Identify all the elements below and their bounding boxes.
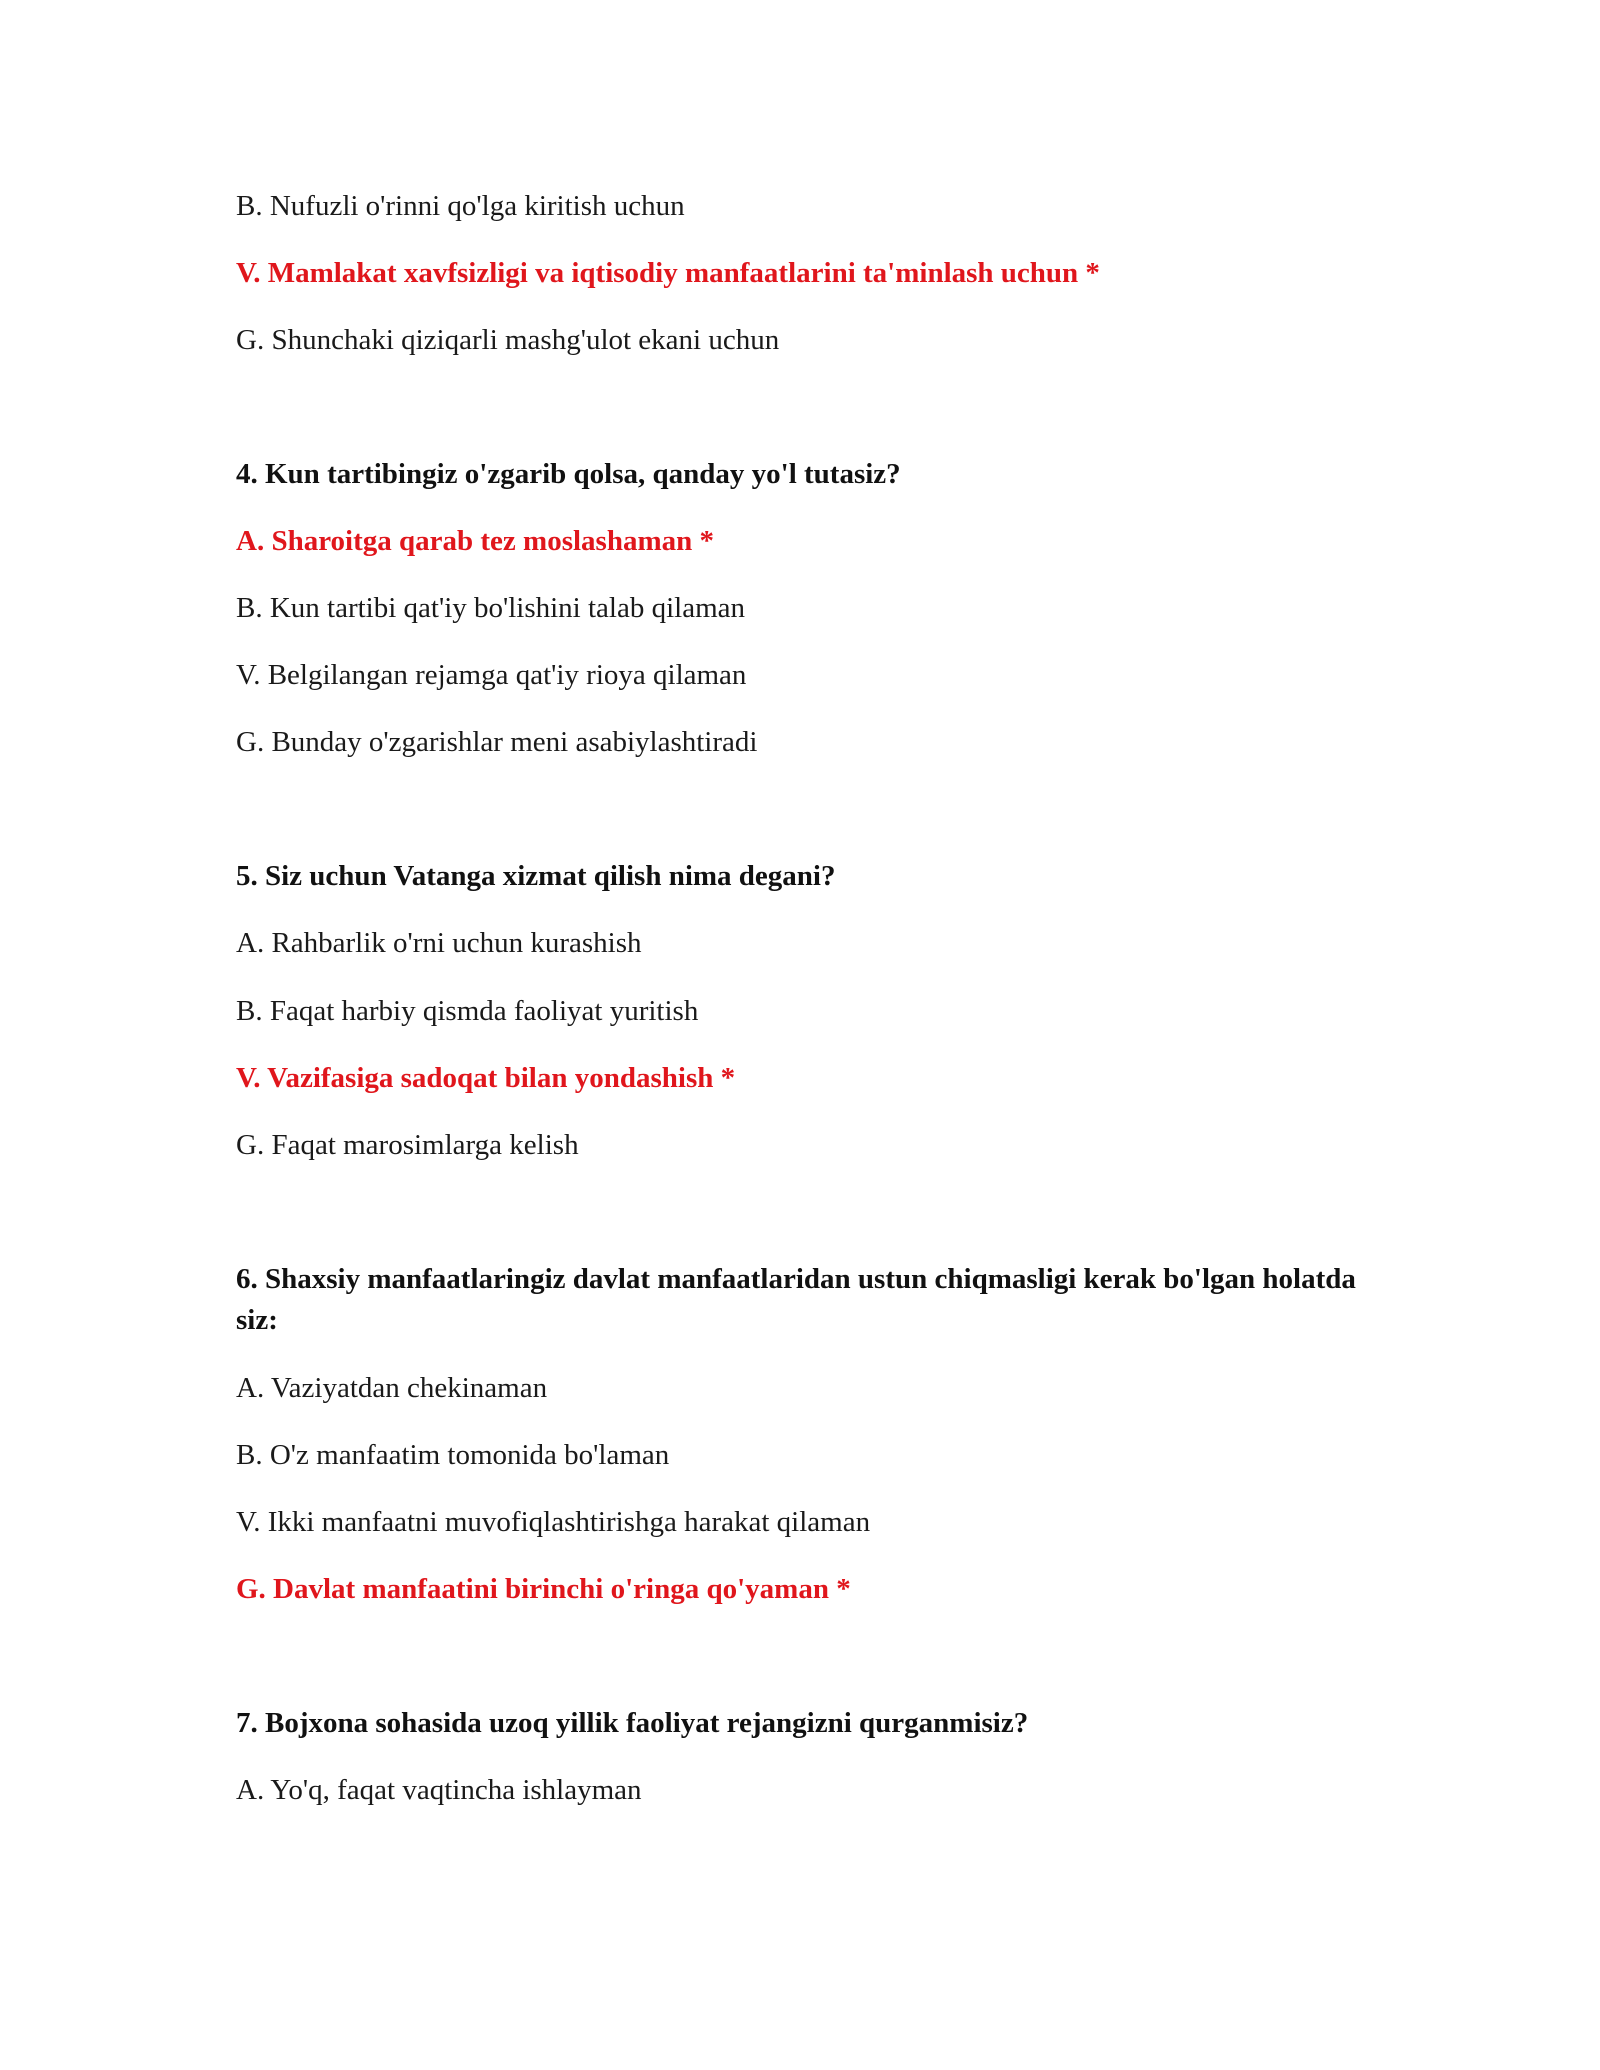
option-3b: B. Nufuzli o'rinni qo'lga kiritish uchun — [236, 190, 685, 222]
option-5v-correct: V. Vazifasiga sadoqat bilan yondashish * — [236, 1062, 736, 1094]
option-3g: G. Shunchaki qiziqarli mashg'ulot ekani uchun — [236, 324, 780, 356]
option-5b: B. Faqat harbiy qismda faoliyat yuritish — [236, 995, 699, 1027]
option-5a: A. Rahbarlik o'rni uchun kurashish — [236, 927, 642, 959]
question-4: 4. Kun tartibingiz o'zgarib qolsa, qanday yo'l tutasiz? — [236, 458, 901, 490]
option-4b: B. Kun tartibi qat'iy bo'lishini talab qilaman — [236, 592, 746, 624]
option-3v-correct: V. Mamlakat xavfsizligi va iqtisodiy manfaatlarini ta'minlash uchun * — [236, 257, 1100, 289]
option-6b: B. O'z manfaatim tomonida bo'laman — [236, 1439, 670, 1471]
question-7: 7. Bojxona sohasida uzoq yillik faoliyat rejangizni qurganmisiz? — [236, 1707, 1029, 1739]
option-4v: V. Belgilangan rejamga qat'iy rioya qilaman — [236, 659, 747, 691]
option-4g: G. Bunday o'zgarishlar meni asabiylashtiradi — [236, 726, 758, 758]
option-6a: A. Vaziyatdan chekinaman — [236, 1372, 548, 1404]
option-6v: V. Ikki manfaatni muvofiqlashtirishga harakat qilaman — [236, 1506, 871, 1538]
option-4a-correct: A. Sharoitga qarab tez moslashaman * — [236, 525, 714, 557]
question-5: 5. Siz uchun Vatanga xizmat qilish nima degani? — [236, 860, 836, 892]
question-6: 6. Shaxsiy manfaatlaringiz davlat manfaatlaridan ustun chiqmasligi kerak bo'lgan holatda siz: — [236, 1263, 1356, 1336]
option-6g-correct: G. Davlat manfaatini birinchi o'ringa qo'yaman * — [236, 1573, 851, 1605]
option-5g: G. Faqat marosimlarga kelish — [236, 1129, 579, 1161]
option-7a: A. Yo'q, faqat vaqtincha ishlayman — [236, 1774, 642, 1806]
